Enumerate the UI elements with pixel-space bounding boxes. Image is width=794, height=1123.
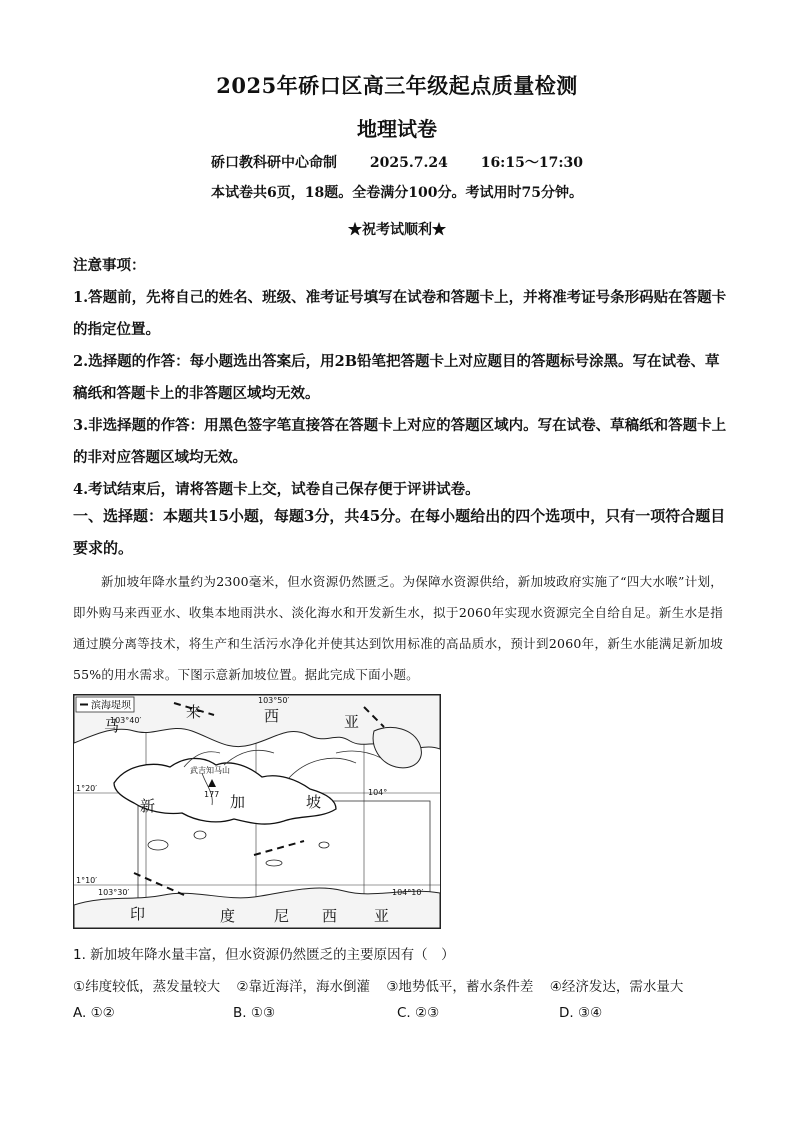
reading-passage: 新加坡年降水量约为2300毫米，但水资源仍然匮乏。为保障水资源供给，新加坡政府实施了“四大水喉”计划，即外购马来西亚水、收集本地雨洪水、淡化海水和开发新生水，拟于2060年实现水资源完全自给自足。新生水是指通过膜分离等技术，将生产和生活污水净化并使其达到饮用标准的高品质水，预计到2060年，新生水能满足新加坡55%的用水需求。下图示意新加坡位置。据此完成下面小题。 [73,574,723,682]
choice-c[interactable]: C. ②③ [397,1005,440,1021]
map-figure [74,695,440,928]
setter-text: 硚口教科研中心命制 [211,155,338,171]
note-item: 4.考试结束后，请将答题卡上交，试卷自己保存便于评讲试卷。 [73,481,480,498]
choice-a[interactable]: A. ①② [73,1005,115,1021]
label-po: 坡 [306,793,322,811]
label-lai: 来 [186,703,202,721]
statement-item: ③地势低平，蓄水条件差 [386,979,534,995]
question-1-stem: 1. 新加坡年降水量丰富，但水资源仍然匮乏的主要原因有（ ） [73,947,455,963]
label-xi: 西 [264,707,280,725]
good-luck-line: ★祝考试顺利★ [348,222,446,238]
mountain-label: 武吉知马山 [190,766,230,775]
choice-d[interactable]: D. ③④ [559,1005,603,1021]
singapore-map [73,694,441,929]
note-item: 1.答题前，先将自己的姓名、班级、准考证号填写在试卷和答题卡上，并将准考证号条形码贴在答题卡的指定位置。 [73,289,727,338]
legend-label: 滨海堤坝 [91,700,131,712]
lat-label-2: 1°10′ [76,876,98,885]
label-ni: 尼 [274,907,290,925]
subject-title: 地理试卷 [357,117,437,141]
question-1-statements [73,975,695,995]
time-text: 16:15～17:30 [480,155,583,171]
exam-meta [0,152,794,172]
lon-label-4: 103°30′ [98,888,130,897]
statement-item: ①纬度较低，蒸发量较大 [73,979,221,995]
lon-label-1: 103°40′ [110,716,142,725]
lon-label-3: 104° [368,788,388,797]
lon-label-5: 104°10′ [392,888,424,897]
exam-title: 2025年硚口区高三年级起点质量检测 [216,73,578,98]
statement-item: ②靠近海洋，海水倒灌 [236,979,371,995]
choice-b[interactable]: B. ①③ [233,1005,276,1021]
date-text: 2025.7.24 [369,155,448,171]
label-yin: 印 [130,905,146,923]
label-jia: 加 [230,793,246,811]
label-xin: 新 [140,797,156,815]
label-du: 度 [220,907,236,925]
notes-list [73,282,733,506]
label-ya2: 亚 [374,907,390,925]
note-item: 2.选择题的作答：每小题选出答案后，用2B铅笔把答题卡上对应题目的答题标号涂黑。写在试卷、草稿纸和答题卡上的非答题区域均无效。 [73,353,720,402]
label-ya: 亚 [344,713,360,731]
label-ma: 马 [104,717,120,735]
section-heading-text: 一、选择题：本题共15小题，每题3分，共45分。在每小题给出的四个选项中，只有一项符合题目要求的。 [73,507,726,557]
elevation-label: 177 [204,790,220,799]
note-item: 3.非选择题的作答：用黑色签字笔直接答在答题卡上对应的答题区域内。写在试卷、草稿纸和答题卡上的非对应答题区域均无效。 [73,417,727,466]
lon-label-2: 103°50′ [258,696,290,705]
section-heading [73,500,733,564]
southern-islands [148,831,329,866]
statement-item: ④经济发达，需水量大 [549,979,684,995]
exam-info: 本试卷共6页，18题。全卷满分100分。考试用时75分钟。 [211,185,583,201]
lat-label-1: 1°20′ [76,784,98,793]
notes-heading: 注意事项： [73,257,146,274]
label-xi2: 西 [322,907,338,925]
